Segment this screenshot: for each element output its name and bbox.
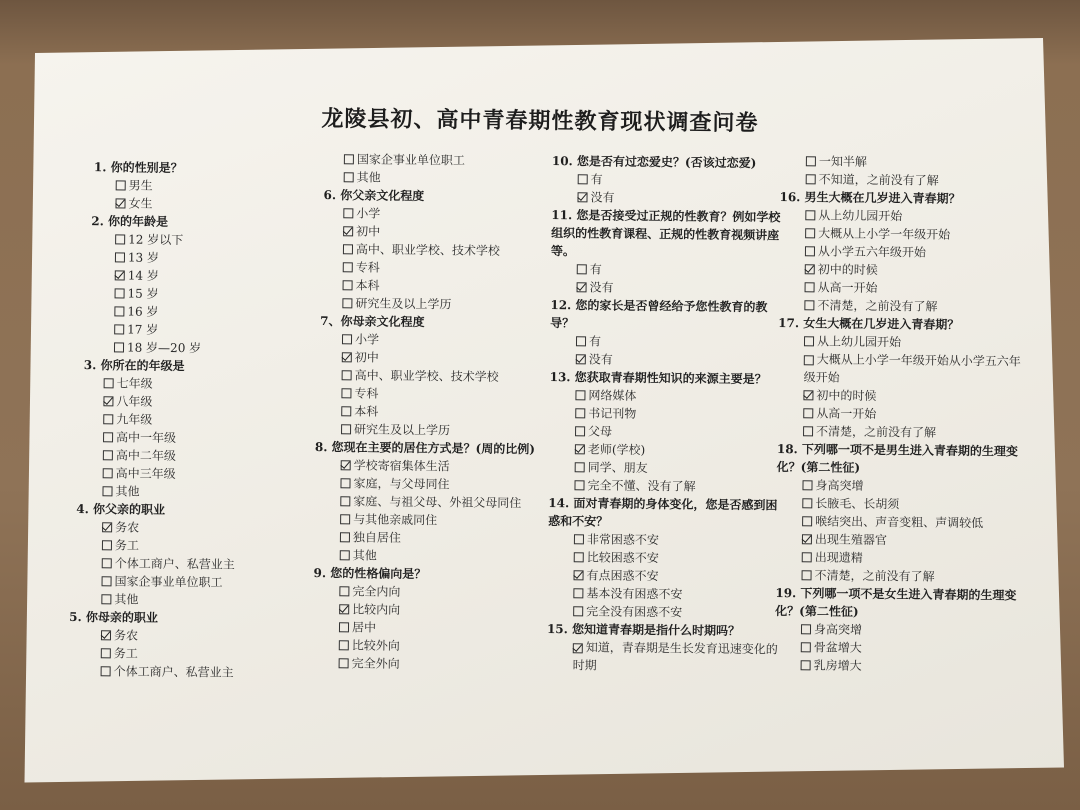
checkbox[interactable] [344,154,354,164]
checkbox[interactable] [340,514,350,524]
checkbox[interactable] [574,534,584,544]
checkbox[interactable] [801,660,811,670]
checkbox[interactable] [806,174,816,184]
column-1 [69,158,270,682]
question-12: 12. 您的家长是否曾经给予您性教育的教导？ [550,297,768,331]
question-1: 1. 你的性别是？ [93,160,183,176]
checkbox[interactable] [339,658,349,668]
checkbox[interactable] [115,234,125,244]
q16-option-1[interactable]: 从上幼儿园开始 [779,206,1029,227]
checkbox[interactable] [802,480,812,490]
q11-option-2[interactable]: 没有 [550,278,790,299]
checkbox[interactable] [341,424,351,434]
q16-option-6[interactable]: 不清楚，之前没有了解 [778,296,1028,317]
q8-option-2[interactable]: 家庭，与父母同住 [314,474,544,494]
checkbox[interactable] [343,280,353,290]
q15-option-2[interactable]: 一知半解 [780,152,1030,173]
q14-option-5[interactable]: 完全没有困惑不安 [547,602,787,623]
q13-option-3[interactable]: 父母 [549,422,789,443]
checkbox[interactable] [803,426,813,436]
checkbox-checked[interactable] [576,354,586,364]
question-17: 17. 女生大概在几岁进入青春期？ [778,315,960,332]
q12-option-1[interactable]: 有 [550,332,790,353]
q16-option-5[interactable]: 从高一开始 [778,278,1028,299]
q3-option-4[interactable]: 高中一年级 [77,428,267,448]
checkbox[interactable] [344,172,354,182]
checkbox[interactable] [114,342,124,352]
checkbox[interactable] [103,450,113,460]
checkbox-checked[interactable] [115,198,125,208]
checkbox[interactable] [102,558,112,568]
checkbox[interactable] [342,370,352,380]
document-title: 龙陵县初、高中青春期性教育现状调查问卷 [321,105,759,137]
q6-option-2[interactable]: 初中 [317,222,547,242]
q13-option-1[interactable]: 网络媒体 [549,386,789,407]
checkbox[interactable] [115,288,125,298]
question-16: 16. 男生大概在几岁进入青春期？ [779,189,961,206]
column-3 [547,152,792,676]
checkbox[interactable] [804,355,814,365]
question-19: 19. 下列哪一项不是女生进入青春期的生理变化？(第二性征) [775,585,1017,619]
question-14: 14. 面对青春期的身体变化，您是否感到困惑和不安？ [548,495,778,529]
q6-option-3[interactable]: 高中、职业学校、技术学校 [317,240,547,260]
question-18: 18. 下列哪一项不是男生进入青春期的生理变化？(第二性征) [776,441,1019,475]
q17-option-5[interactable]: 不清楚，之前没有了解 [777,422,1027,443]
q3-option-2[interactable]: 八年级 [77,392,267,412]
q7-option-1[interactable]: 小学 [316,330,546,350]
checkbox[interactable] [575,462,585,472]
q14-option-4[interactable]: 基本没有困惑不安 [547,584,787,605]
question-7: 7、你母亲文化程度 [320,314,425,330]
q8-option-6[interactable]: 其他 [314,546,544,566]
q5-option-5[interactable]: 其他 [318,168,548,188]
question-6: 6. 你父亲文化程度 [323,188,425,204]
checkbox-checked[interactable] [115,270,125,280]
q14-option-3[interactable]: 有点困惑不安 [547,566,787,587]
q7-option-5[interactable]: 本科 [315,402,545,422]
q5-option-2[interactable]: 务工 [75,644,265,664]
q2-option-4[interactable]: 15 岁 [78,284,268,304]
checkbox[interactable] [802,552,812,562]
q1-option-1[interactable]: 男生 [80,176,270,196]
q9-option-1[interactable]: 完全内向 [313,582,543,602]
q10-option-1[interactable]: 有 [552,170,792,191]
checkbox[interactable] [339,622,349,632]
q2-option-7[interactable]: 18 岁—20 岁 [78,338,268,358]
q18-option-1[interactable]: 身高突增 [776,476,1026,497]
question-15: 15. 您知道青春期是指什么时期吗？ [546,621,741,638]
q2-option-5[interactable]: 16 岁 [78,302,268,322]
q17-option-3[interactable]: 初中的时候 [777,386,1027,407]
checkbox[interactable] [805,282,815,292]
q5-option-3[interactable]: 个体工商户、私营业主 [75,662,265,682]
q4-option-4[interactable]: 国家企事业单位职工 [75,572,265,592]
q15-option-1[interactable]: 知道，青春期是生长发育迅速变化的时期 [572,640,778,673]
checkbox[interactable] [578,174,588,184]
q18-option-3[interactable]: 喉结突出、声音变粗、声调较低 [776,512,1026,533]
q2-option-3[interactable]: 14 岁 [79,266,269,286]
checkbox[interactable] [343,262,353,272]
q19-option-1[interactable]: 身高突增 [775,620,1025,641]
checkbox[interactable] [802,516,812,526]
q18-option-6[interactable]: 不清楚，之前没有了解 [775,566,1025,587]
checkbox[interactable] [101,594,111,604]
q8-option-5[interactable]: 独自居住 [314,528,544,548]
checkbox-checked[interactable] [573,643,583,653]
checkbox[interactable] [805,228,815,238]
q7-option-3[interactable]: 高中、职业学校、技术学校 [316,366,546,386]
q13-option-4[interactable]: 老师(学校) [549,440,789,461]
checkbox[interactable] [102,540,112,550]
checkbox[interactable] [574,480,584,490]
checkbox[interactable] [806,156,816,166]
q2-option-2[interactable]: 13 岁 [79,248,269,268]
checkbox[interactable] [114,306,124,316]
q7-option-4[interactable]: 专科 [315,384,545,404]
q4-option-1[interactable]: 务农 [76,518,266,538]
checkbox[interactable] [104,378,114,388]
checkbox[interactable] [103,468,113,478]
checkbox[interactable] [343,244,353,254]
checkbox[interactable] [574,552,584,562]
q1-option-2[interactable]: 女生 [79,194,269,214]
checkbox[interactable] [340,532,350,542]
checkbox-checked[interactable] [102,522,112,532]
checkbox[interactable] [101,666,111,676]
q8-option-1[interactable]: 学校寄宿集体生活 [315,456,545,476]
q5-option-4[interactable]: 国家企事业单位职工 [318,150,548,170]
checkbox-checked[interactable] [802,534,812,544]
checkbox[interactable] [340,550,350,560]
question-2: 2. 你的年龄是 [91,214,169,229]
checkbox-checked[interactable] [577,192,587,202]
q3-option-6[interactable]: 高中三年级 [77,464,267,484]
checkbox-checked[interactable] [339,604,349,614]
checkbox[interactable] [575,390,585,400]
q8-option-3[interactable]: 家庭、与祖父母、外祖父母同住 [314,492,544,512]
q16-option-3[interactable]: 从小学五六年级开始 [779,242,1029,263]
checkbox[interactable] [805,210,815,220]
question-8: 8. 您现在主要的居住方式是？(周的比例) [314,439,536,457]
q3-option-5[interactable]: 高中二年级 [77,446,267,466]
q17-option-1[interactable]: 从上幼儿园开始 [778,332,1028,353]
checkbox[interactable] [802,570,812,580]
q17-option-2[interactable]: 大概从上小学一年级开始从小学五六年级开始 [803,352,1021,385]
checkbox[interactable] [801,642,811,652]
q14-option-1[interactable]: 非常困惑不安 [548,530,788,551]
q19-option-2[interactable]: 骨盆增大 [775,638,1025,659]
q9-option-5[interactable]: 完全外向 [313,654,543,674]
checkbox[interactable] [576,336,586,346]
question-3: 3. 你所在的年级是 [83,358,185,374]
checkbox[interactable] [342,298,352,308]
checkbox-checked[interactable] [574,570,584,580]
checkbox-checked[interactable] [103,396,113,406]
q9-option-3[interactable]: 居中 [313,618,543,638]
q3-option-1[interactable]: 七年级 [78,374,268,394]
checkbox[interactable] [101,648,111,658]
checkbox-checked[interactable] [575,444,585,454]
q6-option-1[interactable]: 小学 [317,204,547,224]
q19-option-3[interactable]: 乳房增大 [775,656,1025,677]
q6-option-4[interactable]: 专科 [317,258,547,278]
q13-option-6[interactable]: 完全不懂、没有了解 [548,476,788,497]
checkbox[interactable] [114,324,124,334]
checkbox[interactable] [116,180,126,190]
q18-option-2[interactable]: 长腋毛、长胡须 [776,494,1026,515]
q5-option-1[interactable]: 务农 [75,626,265,646]
checkbox-checked[interactable] [577,282,587,292]
q2-option-1[interactable]: 12 岁以下 [79,230,269,250]
q8-option-4[interactable]: 与其他亲戚同住 [314,510,544,530]
checkbox[interactable] [339,586,349,596]
checkbox[interactable] [577,264,587,274]
question-13: 13. 您获取青春期性知识的来源主要是？ [549,369,767,387]
checkbox[interactable] [804,336,814,346]
checkbox[interactable] [115,252,125,262]
checkbox[interactable] [103,432,113,442]
checkbox[interactable] [102,576,112,586]
checkbox-checked[interactable] [101,630,111,640]
q13-option-5[interactable]: 同学、朋友 [549,458,789,479]
q14-option-2[interactable]: 比较困惑不安 [548,548,788,569]
checkbox-checked[interactable] [341,460,351,470]
checkbox[interactable] [342,334,352,344]
checkbox[interactable] [103,414,113,424]
q7-option-2[interactable]: 初中 [316,348,546,368]
checkbox[interactable] [801,624,811,634]
q9-option-2[interactable]: 比较内向 [313,600,543,620]
q4-option-2[interactable]: 务工 [76,536,266,556]
checkbox-checked[interactable] [343,226,353,236]
q9-option-4[interactable]: 比较外向 [313,636,543,656]
checkbox[interactable] [339,640,349,650]
question-10: 10. 您是否有过恋爱史？(否该过恋爱) [551,153,757,171]
q13-option-2[interactable]: 书记刊物 [549,404,789,425]
column-2 [313,150,548,674]
column-4 [775,152,1030,677]
question-9: 9. 您的性格偏向是？ [313,565,427,582]
checkbox[interactable] [343,208,353,218]
checkbox[interactable] [341,406,351,416]
checkbox[interactable] [805,246,815,256]
q16-option-2[interactable]: 大概从上小学一年级开始 [779,224,1029,245]
checkbox[interactable] [803,408,813,418]
q7-option-6[interactable]: 研究生及以上学历 [315,420,545,440]
checkbox[interactable] [340,496,350,506]
q17-option-4[interactable]: 从高一开始 [777,404,1027,425]
checkbox[interactable] [804,300,814,310]
q11-option-1[interactable]: 有 [551,260,791,281]
checkbox[interactable] [340,478,350,488]
question-11: 11. 您是否接受过正规的性教育？例如学校组织的性教育课程、正规的性教育视频讲座等。 [550,207,781,259]
checkbox[interactable] [575,408,585,418]
checkbox-checked[interactable] [805,264,815,274]
q12-option-2[interactable]: 没有 [550,350,790,371]
checkbox-checked[interactable] [803,390,813,400]
question-5: 5. 你母亲的职业 [69,609,158,625]
checkbox[interactable] [102,486,112,496]
q6-option-6[interactable]: 研究生及以上学历 [316,294,546,314]
checkbox[interactable] [575,426,585,436]
q3-option-7[interactable]: 其他 [76,482,266,502]
q10-option-2[interactable]: 没有 [551,188,791,209]
q4-option-5[interactable]: 其他 [75,590,265,610]
q3-option-3[interactable]: 九年级 [77,410,267,430]
checkbox[interactable] [802,498,812,508]
q16-option-4[interactable]: 初中的时候 [779,260,1029,281]
q6-option-5[interactable]: 本科 [316,276,546,296]
q15-option-3[interactable]: 不知道，之前没有了解 [780,170,1030,191]
q4-option-3[interactable]: 个体工商户、私营业主 [76,554,266,574]
checkbox[interactable] [341,388,351,398]
question-4: 4. 你父亲的职业 [76,501,166,517]
checkbox[interactable] [573,606,583,616]
q18-option-4[interactable]: 出现生殖器官 [776,530,1026,551]
q18-option-5[interactable]: 出现遗精 [776,548,1026,569]
checkbox[interactable] [573,588,583,598]
q2-option-6[interactable]: 17 岁 [78,320,268,340]
checkbox-checked[interactable] [342,352,352,362]
